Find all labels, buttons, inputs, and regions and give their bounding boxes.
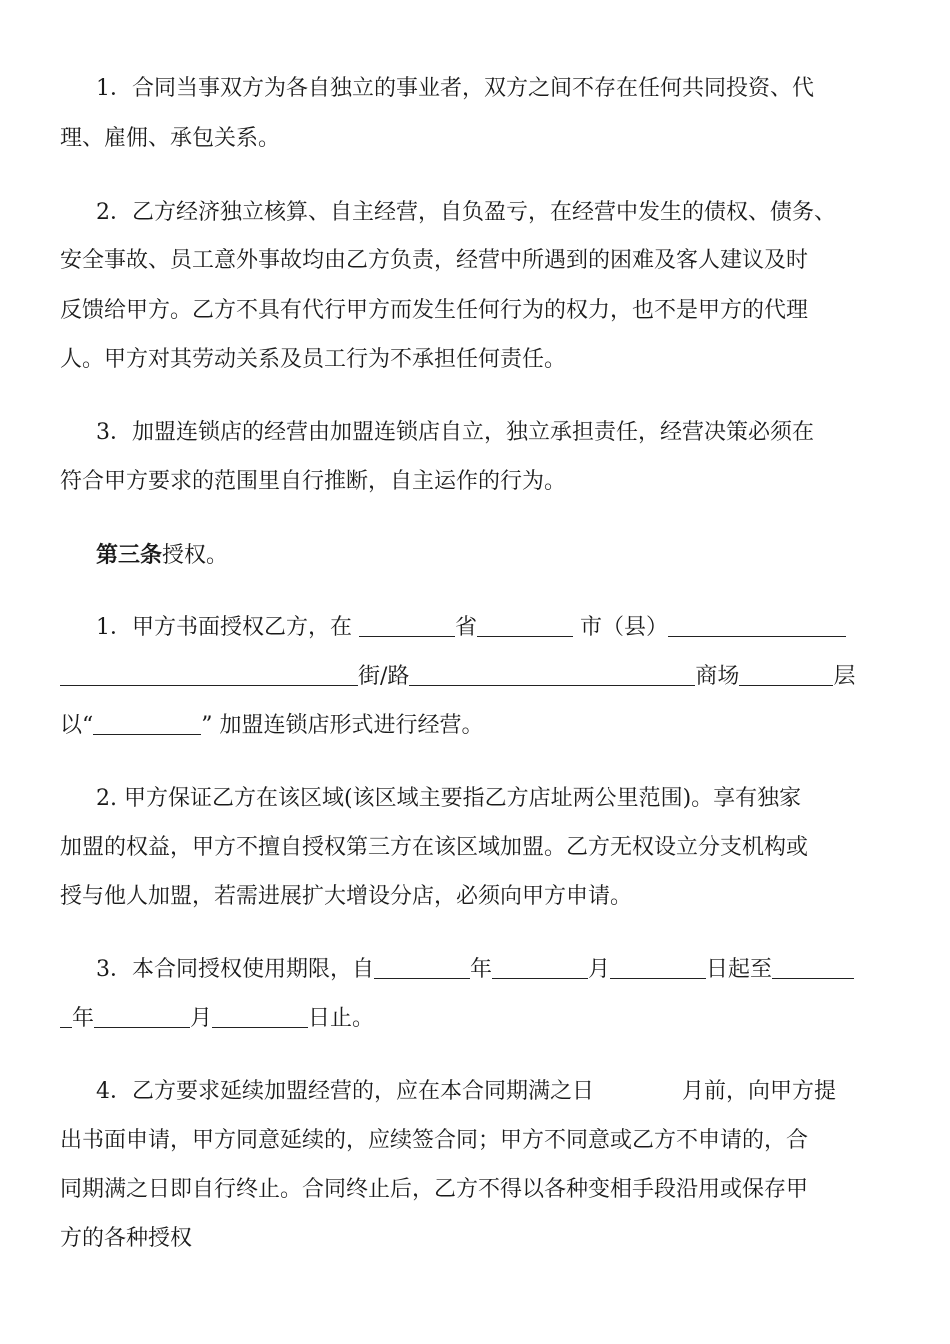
article-3-heading [96,540,228,570]
renewal-intro: 4．乙方要求延续加盟经营的，应在本合同期满之日 [96,1079,594,1104]
clause-1-line-2: 理、雇佣、承包关系。 [60,126,281,151]
auth-4-line-2: 出书面申请，甲方同意延续的，应续签合同；甲方不同意或乙方不申请的，合 [60,1128,809,1153]
city-county-label: 市（县） [573,615,669,640]
end-day-label: 日止。 [308,1006,375,1031]
auth-4-line-4: 方的各种授权 [60,1226,193,1251]
street-road-label: 街/路 [358,664,410,689]
clause-3-line-1: 3．加盟连锁店的经营由加盟连锁店自立，独立承担责任，经营决策必须在 [96,420,814,445]
auth-2-line-1: 2. 甲方保证乙方在该区域(该区域主要指乙方店址两公里范围)。享有独家 [96,786,802,811]
auth-3-line-1 [96,955,854,985]
clause-1-line-1: 1．合同当事双方为各自独立的事业者，双方之间不存在任何共同投资、代 [96,76,814,101]
clause-2-line-1: 2．乙方经济独立核算、自主经营，自负盈亏，在经营中发生的债权、债务、 [96,200,836,225]
province-label: 省 [455,615,478,640]
end-year-label: 年 [72,1006,95,1031]
end-month-blank[interactable] [94,1005,190,1028]
brand-name-blank[interactable] [93,712,201,735]
end-day-blank[interactable] [212,1005,308,1028]
start-day-label: 日起至 [706,957,773,982]
auth-1-line-1 [96,613,846,643]
county-blank[interactable] [668,614,846,637]
start-day-blank[interactable] [610,956,706,979]
auth-2-line-3: 授与他人加盟，若需进展扩大增设分店，必须向甲方申请。 [60,884,633,909]
auth-4-line-1 [96,1077,836,1107]
mall-blank[interactable] [409,663,695,686]
start-year-label: 年 [470,957,493,982]
floor-label: 层 [833,664,856,689]
auth-2-line-2: 加盟的权益，甲方不擅自授权第三方在该区域加盟。乙方无权设立分支机构或 [60,835,809,860]
province-blank[interactable] [359,614,455,637]
auth-4-line-3: 同期满之日即自行终止。合同终止后，乙方不得以各种变相手段沿用或保存甲 [60,1177,809,1202]
renewal-months-text: 月前，向甲方提 [682,1079,837,1104]
start-month-blank[interactable] [492,956,588,979]
end-year-blank-part1[interactable] [772,956,854,979]
auth-1-line-2 [60,662,855,692]
article-3-title: 第三条 [96,542,163,568]
start-month-label: 月 [588,957,611,982]
clause-2-line-4: 人。甲方对其劳动关系及员工行为不承担任何责任。 [60,347,567,372]
auth-3-line-2 [60,1004,374,1034]
clause-2-line-2: 安全事故、员工意外事故均由乙方负责，经营中所遇到的困难及客人建议及时 [60,248,809,273]
floor-blank[interactable] [739,663,833,686]
street-blank[interactable] [60,663,358,686]
term-intro: 3．本合同授权使用期限，自 [96,957,374,982]
brand-open-quote: 以“ [60,713,94,738]
start-year-blank[interactable] [374,956,470,979]
clause-3-line-2: 符合甲方要求的范围里自行推断，自主运作的行为。 [60,469,567,494]
article-3-subject: 授权。 [162,543,229,568]
brand-close-text: ” 加盟连锁店形式进行经营。 [201,713,484,738]
auth-1-intro: 1．甲方书面授权乙方，在 [96,615,359,640]
end-year-blank-part2[interactable] [60,1005,72,1028]
auth-1-line-3 [60,711,484,741]
city-blank[interactable] [477,614,573,637]
mall-label: 商场 [695,664,740,689]
clause-2-line-3: 反馈给甲方。乙方不具有代行甲方而发生任何行为的权力，也不是甲方的代理 [60,298,809,323]
end-month-label: 月 [190,1006,213,1031]
